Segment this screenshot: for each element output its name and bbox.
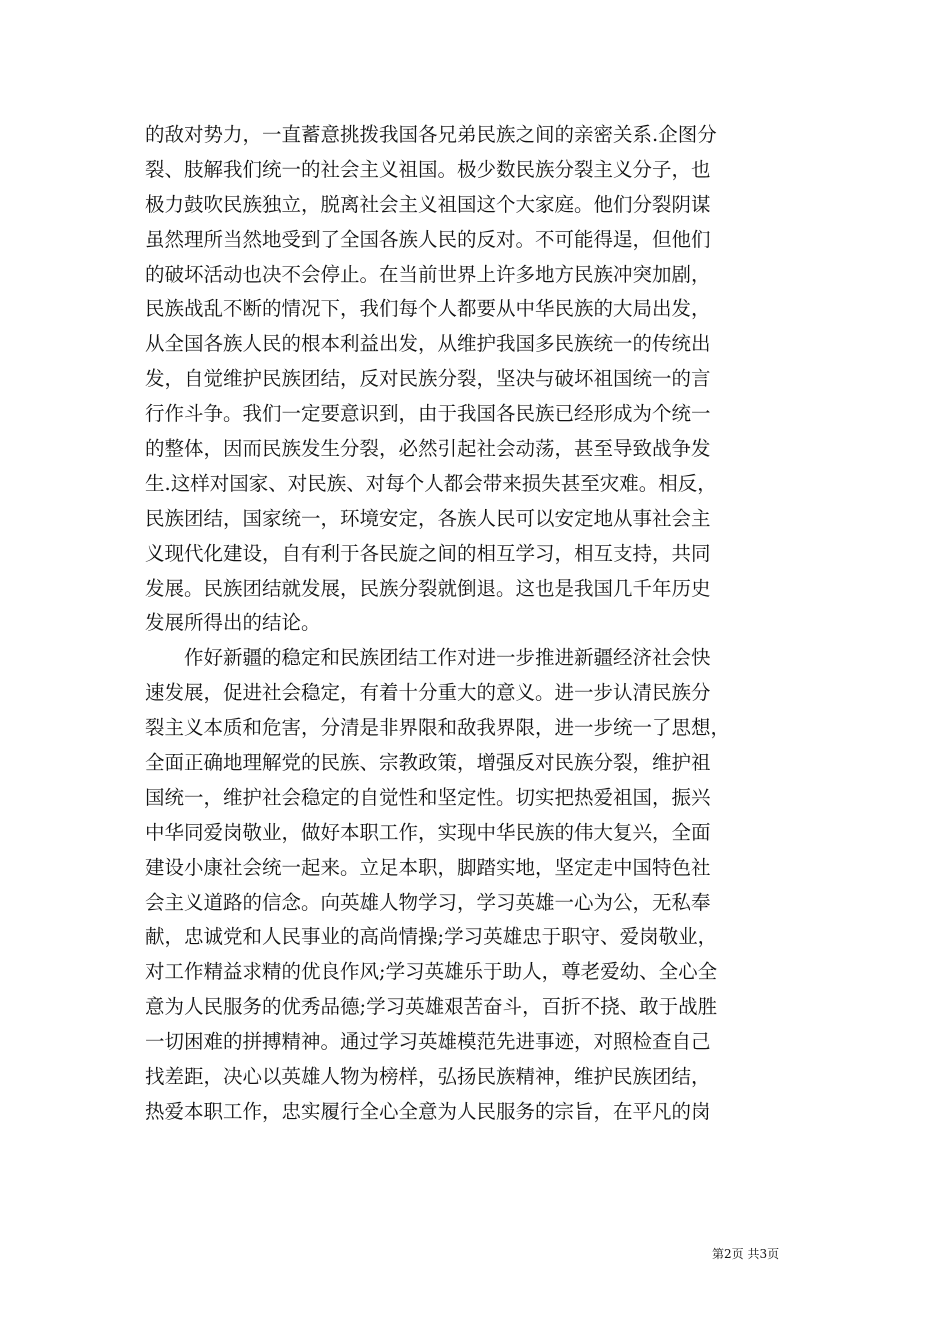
text-line: 民族团结，国家统一，环境安定，各族人民可以安定地从事社会主 [145, 506, 711, 530]
text-line: 发展所得出的结论。 [145, 611, 321, 635]
text-line: 从全国各族人民的根本利益出发，从维护我国多民族统一的传统出 [145, 332, 711, 356]
text-line: 民族战乱不断的情况下，我们每个人都要从中华民族的大局出发， [145, 297, 711, 321]
text-line: 裂、肢解我们统一的社会主义祖国。极少数民族分裂主义分子，也 [145, 157, 711, 181]
text-line: 建设小康社会统一起来。立足本职，脚踏实地，坚定走中国特色社 [145, 855, 711, 879]
body-text [145, 118, 805, 1130]
text-line: 极力鼓吹民族独立，脱离社会主义祖国这个大家庭。他们分裂阴谋 [145, 192, 711, 216]
text-line: 会主义道路的信念。向英雄人物学习，学习英雄一心为公，无私奉 [145, 890, 711, 914]
text-line: 中华同爱岗敬业，做好本职工作，实现中华民族的伟大复兴，全面 [145, 820, 711, 844]
text-line: 一切困难的拼搏精神。通过学习英雄模范先进事迹，对照检查自己 [145, 1030, 711, 1054]
text-line: 行作斗争。我们一定要意识到，由于我国各民族已经形成为个统一 [145, 402, 711, 426]
text-line: 献，忠诚党和人民事业的高尚情操;学习英雄忠于职守、爱岗敬业， [145, 925, 718, 949]
text-line: 的敌对势力，一直蓄意挑拨我国各兄弟民族之间的亲密关系.企图分 [145, 123, 717, 146]
text-line: 虽然理所当然地受到了全国各族人民的反对。不可能得逞，但他们 [145, 227, 711, 251]
text-line: 意为人民服务的优秀品德;学习英雄艰苦奋斗，百折不挠、敢于战胜 [145, 995, 718, 1019]
page-number: 第2页 共3页 [712, 1247, 780, 1261]
text-line: 国统一，维护社会稳定的自觉性和坚定性。切实把热爱祖国，振兴 [145, 785, 711, 809]
text-line: 速发展，促进社会稳定，有着十分重大的意义。进一步认清民族分 [145, 681, 711, 705]
text-line: 的破坏活动也决不会停止。在当前世界上许多地方民族冲突加剧， [145, 262, 711, 286]
text-line: 热爱本职工作，忠实履行全心全意为人民服务的宗旨，在平凡的岗 [145, 1099, 711, 1123]
text-line: 发展。民族团结就发展，民族分裂就倒退。这也是我国几千年历史 [145, 576, 711, 600]
text-line: 全面正确地理解党的民族、宗教政策，增强反对民族分裂，维护祖 [145, 751, 711, 775]
text-line: 作好新疆的稳定和民族团结工作对进一步推进新疆经济社会快 [145, 646, 711, 670]
text-line: 义现代化建设，自有利于各民旋之间的相互学习，相互支持，共同 [145, 541, 711, 565]
text-line: 生.这样对国家、对民族、对每个人都会带来损失甚至灾难。相反， [145, 471, 717, 495]
text-line: 的整体，因而民族发生分裂，必然引起社会动荡，甚至导致战争发 [145, 437, 711, 461]
text-line: 对工作精益求精的优良作风;学习英雄乐于助人，尊老爱幼、全心全 [145, 960, 718, 984]
text-line: 裂主义本质和危害，分清是非界限和敌我界限，进一步统一了思想， [145, 716, 731, 740]
text-line: 找差距，决心以英雄人物为榜样，弘扬民族精神，维护民族团结， [145, 1065, 711, 1089]
text-line: 发，自觉维护民族团结，反对民族分裂，坚决与破坏祖国统一的言 [145, 367, 711, 391]
